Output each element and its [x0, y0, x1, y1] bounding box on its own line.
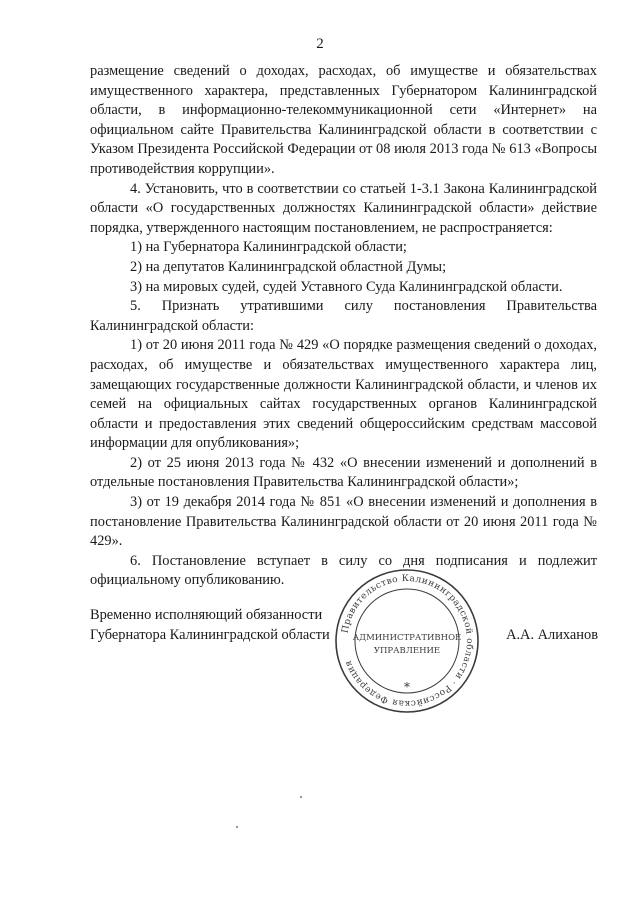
paragraph-continuation: размещение сведений о доходах, расходах, об имуществе и обязательствах имущественного характера, представленных Губернатором Калининградской области, в информационно-телекоммуникационной сети «Интернет» на официальном сайте Правительства Калининградской области в соответствии с Указом Президента Российской Федерации от 08 июля 2013 года № 613 «Вопросы противодействия коррупции».	[90, 63, 597, 177]
signatory-position	[90, 606, 330, 645]
signatory-position-line-1: Временно исполняющий обязанности	[90, 607, 323, 623]
paragraph-item-5-3: 3) от 19 декабря 2014 года № 851 «О внесении изменений и дополнения в постановление Правительства Калининградской области от 20 июня 2011 года № 429».	[90, 494, 597, 550]
official-seal	[332, 566, 482, 716]
seal-center-line-2: УПРАВЛЕНИЕ	[373, 646, 441, 656]
paragraph-item-4-2: 2) на депутатов Калининградской областной Думы;	[130, 258, 447, 275]
paragraph-item-5-1: 1) от 20 июня 2011 года № 429 «О порядке размещения сведений о доходах, расходах, об имуществе и обязательствах имущественного характера лиц, замещающих государственные должности Калининградской области, и членов их семей на официальных сайтах государственных органов Калининградской области и предоставления этих сведений общероссийским средствам массовой информации для опубликования»;	[90, 337, 597, 452]
paragraph-item-4-1: 1) на Губернатора Калининградской области;	[130, 239, 407, 256]
seal-star: *	[404, 680, 410, 694]
seal-outer-text: Правительство Калининградской области · Российская Федерация	[340, 573, 475, 709]
paragraph-item-6: 6. Постановление вступает в силу со дня подписания и подлежит официальному опубликованию.	[90, 552, 597, 589]
paragraph-item-4: 4. Установить, что в соответствии со статьей 1-3.1 Закона Калининградской области «О государственных должностях Калининградской области» действие порядка, утвержденного настоящим постановлением, не распространяется:	[90, 180, 597, 236]
signature-block	[90, 573, 600, 726]
scan-speck	[236, 826, 238, 828]
page-number: 2	[316, 36, 324, 52]
paragraph-item-5: 5. Признать утратившими силу постановления Правительства Калининградской области:	[90, 298, 597, 334]
signatory-position-line-2: Губернатора Калининградской области	[90, 626, 330, 643]
scan-speck	[300, 796, 302, 798]
signatory-name: А.А. Алиханов	[506, 627, 598, 643]
paragraph-item-5-2: 2) от 25 июня 2013 года № 432 «О внесении изменений и дополнений в отдельные постановления Правительства Калининградской области»;	[90, 454, 597, 491]
seal-center-line-1: АДМИНИСТРАТИВНОЕ	[352, 633, 462, 643]
document-body	[90, 62, 597, 591]
paragraph-item-4-3: 3) на мировых судей, судей Уставного Суда Калининградской области.	[130, 278, 563, 295]
